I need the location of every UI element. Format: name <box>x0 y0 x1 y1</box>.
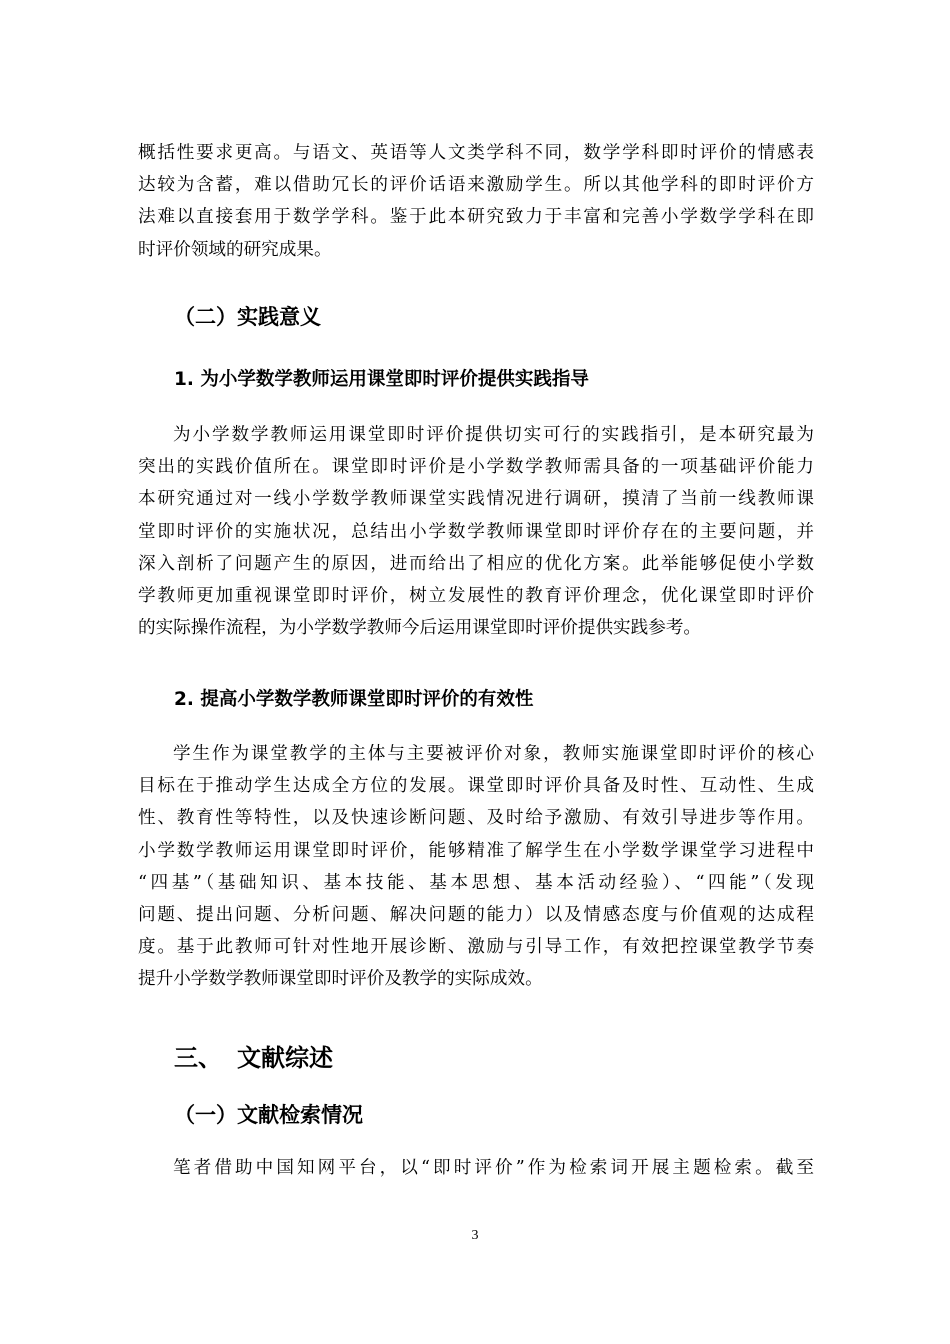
text-line: 法难以直接套用于数学学科。鉴于此本研究致力于丰富和完善小学数学学科在即 <box>138 207 814 228</box>
text-line: 提升小学数学教师课堂即时评价及教学的实际成效。 <box>138 969 543 990</box>
text-line: 堂即时评价的实施状况，总结出小学数学教师课堂即时评价存在的主要问题，并 <box>138 521 814 542</box>
text-line: 深入剖析了问题产生的原因，进而给出了相应的优化方案。此举能够促使小学数 <box>138 553 814 574</box>
heading-section-3-number: 三、 <box>174 1044 222 1072</box>
text-line: 笔者借助中国知网平台，以“即时评价”作为检索词开展主题检索。截至 <box>173 1158 814 1178</box>
heading-practical-significance: （二）实践意义 <box>174 305 321 329</box>
heading-effectiveness: 2. 提高小学数学教师课堂即时评价的有效性 <box>174 689 534 710</box>
text-line: 本研究通过对一线小学数学教师课堂实践情况进行调研，摸清了当前一线教师课 <box>138 489 814 510</box>
paragraph-effectiveness <box>138 738 814 996</box>
heading-literature-review: 文献综述 <box>237 1044 333 1072</box>
text-line: 小学数学教师运用课堂即时评价，能够精准了解学生在小学数学课堂学习进程中 <box>138 840 814 861</box>
heading-literature-retrieval: （一）文献检索情况 <box>174 1103 363 1127</box>
page-number: 3 <box>471 1228 479 1243</box>
heading-practical-guidance: 1. 为小学数学教师运用课堂即时评价提供实践指导 <box>174 369 589 390</box>
text-line: 学教师更加重视课堂即时评价，树立发展性的教育评价理念，优化课堂即时评价 <box>138 586 814 607</box>
text-line: 目标在于推动学生达成全方位的发展。课堂即时评价具备及时性、互动性、生成 <box>138 776 814 797</box>
text-line: 学生作为课堂教学的主体与主要被评价对象，教师实施课堂即时评价的核心 <box>173 744 814 764</box>
paragraph-literature-retrieval <box>138 1152 814 1184</box>
text-line: 达较为含蓄，难以借助冗长的评价话语来激励学生。所以其他学科的即时评价方 <box>138 175 814 196</box>
text-line: 的实际操作流程，为小学数学教师今后运用课堂即时评价提供实践参考。 <box>138 618 702 639</box>
paragraph-research-significance-continued <box>138 137 814 266</box>
text-line: 度。基于此教师可针对性地开展诊断、激励与引导工作，有效把控课堂教学节奏 <box>138 937 814 958</box>
text-line: 概括性要求更高。与语文、英语等人文类学科不同，数学学科即时评价的情感表 <box>138 143 814 163</box>
text-line: “四基”（基础知识、基本技能、基本思想、基本活动经验）、“四能”（发现 <box>138 872 814 893</box>
text-line: 突出的实践价值所在。课堂即时评价是小学数学教师需具备的一项基础评价能力 <box>138 457 814 478</box>
text-line: 问题、提出问题、分析问题、解决问题的能力）以及情感态度与价值观的达成程 <box>138 905 814 926</box>
text-line: 时评价领域的研究成果。 <box>138 239 332 260</box>
text-line: 为小学数学教师运用课堂即时评价提供切实可行的实践指引，是本研究最为 <box>173 425 814 445</box>
text-line: 性、教育性等特性，以及快速诊断问题、及时给予激励、有效引导进步等作用。 <box>138 808 814 829</box>
paragraph-practical-guidance <box>138 419 814 644</box>
